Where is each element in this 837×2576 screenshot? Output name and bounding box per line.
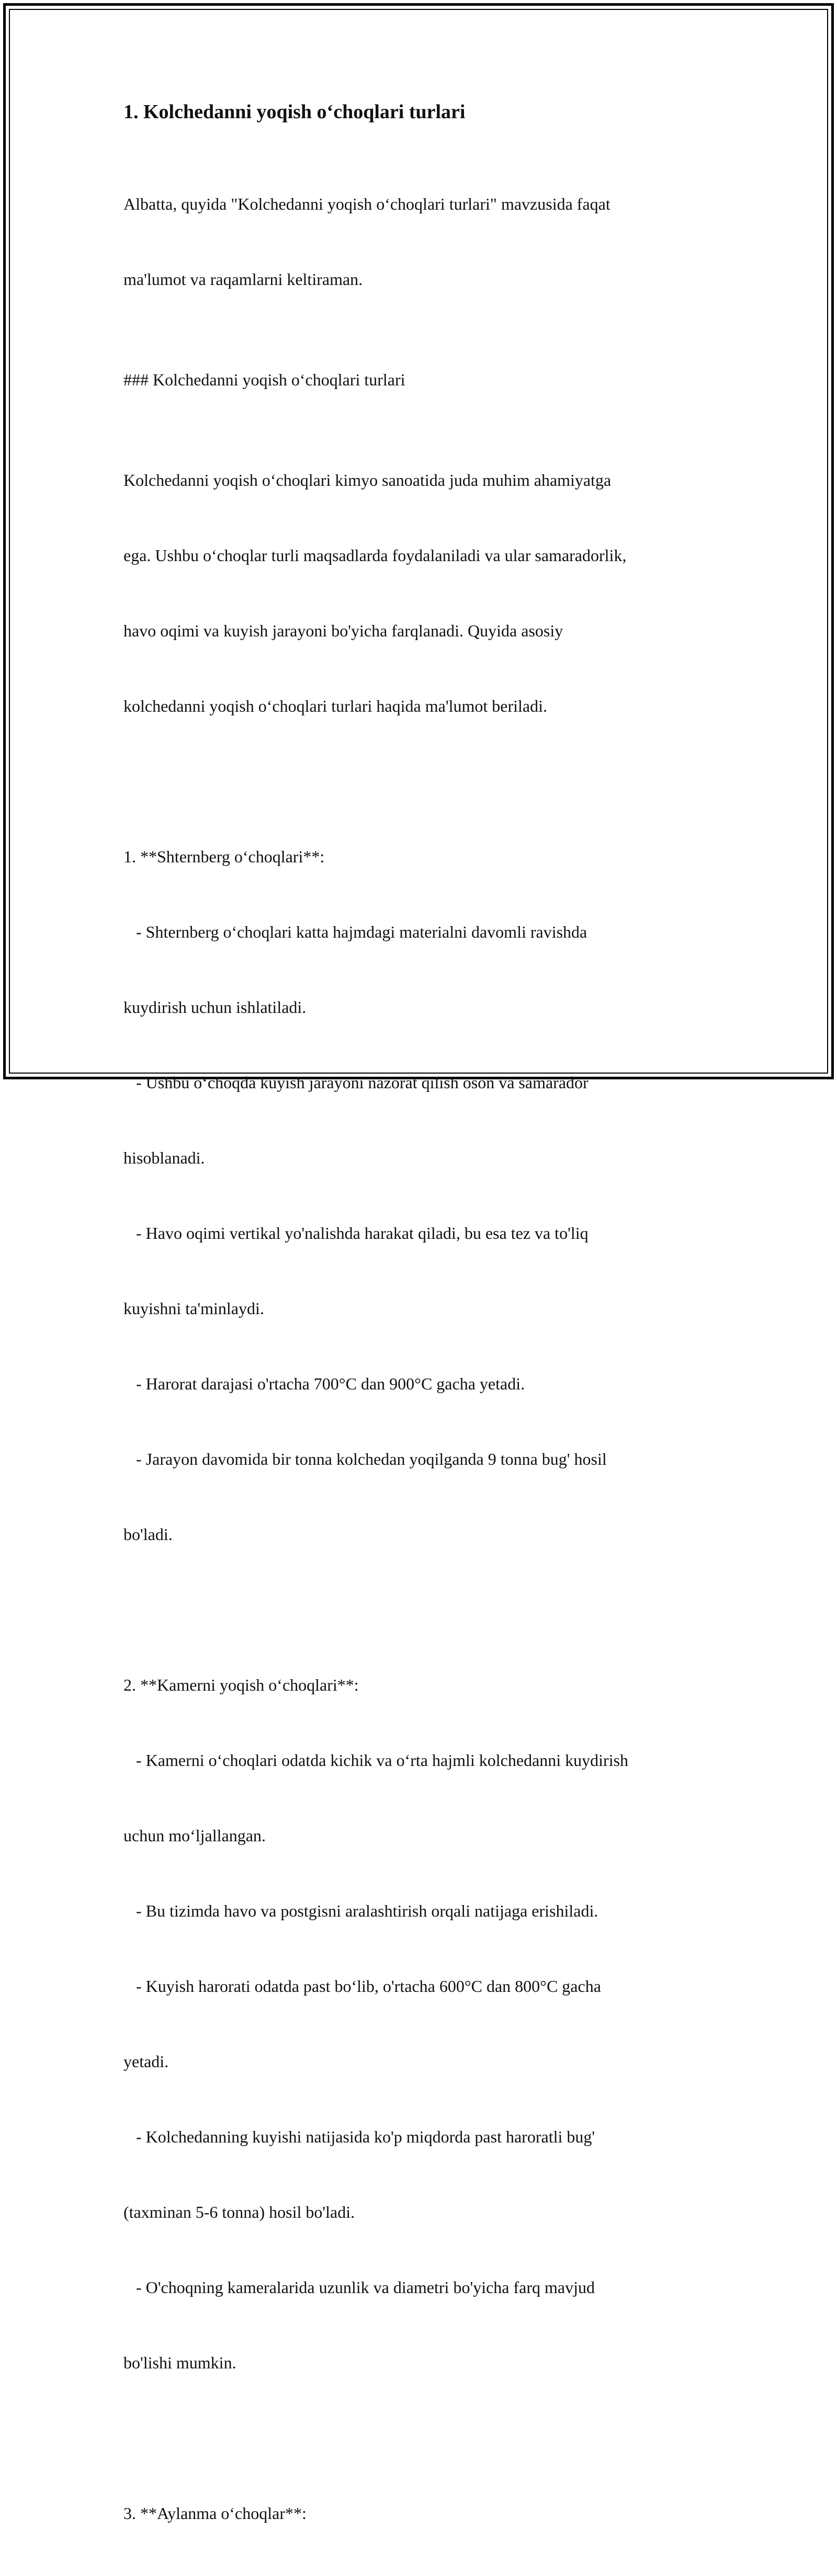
document-title: 1. Kolchedanni yoqish o‘choqlari turlari xyxy=(123,101,466,123)
text-line: kuyishni ta'minlaydi. xyxy=(123,1299,264,1318)
text-line: - Shternberg o‘choqlari katta hajmdagi materialni davomli ravishda xyxy=(123,922,587,941)
section-heading: 2. **Kamerni yoqish o‘choqlari**: xyxy=(123,1675,359,1694)
text-line: - Kolchedanning kuyishi natijasida ko'p miqdorda past haroratli bug' xyxy=(123,2127,595,2146)
text-line: ma'lumot va raqamlarni keltiraman. xyxy=(123,270,363,289)
text-line: ega. Ushbu o‘choqlar turli maqsadlarda foydalaniladi va ular samaradorlik, xyxy=(123,546,627,565)
text-line: - Havo oqimi vertikal yo'nalishda harakat qiladi, bu esa tez va to'liq xyxy=(123,1224,589,1243)
section-heading: 1. **Shternberg o‘choqlari**: xyxy=(123,847,325,866)
section-kamerni xyxy=(123,1622,709,2425)
text-line: uchun mo‘ljallangan. xyxy=(123,1826,266,1845)
text-line: kolchedanni yoqish o‘choqlari turlari haqida ma'lumot beriladi. xyxy=(123,697,547,715)
text-line: bo'ladi. xyxy=(123,1525,173,1544)
text-line: - Jarayon davomida bir tonna kolchedan yoqilganda 9 tonna bug' hosil xyxy=(123,1450,607,1468)
section-shternberg xyxy=(123,794,709,1597)
text-line: kuydirish uchun ishlatiladi. xyxy=(123,998,307,1017)
text-line: - O'choqning kameralarida uzunlik va diametri bo'yicha farq mavjud xyxy=(123,2278,595,2297)
intro-paragraph xyxy=(123,141,709,342)
text-line: Albatta, quyida "Kolchedanni yoqish o‘choqlari turlari" mavzusida faqat xyxy=(123,195,610,213)
description-paragraph xyxy=(123,417,709,769)
text-line: (taxminan 5-6 tonna) hosil bo'ladi. xyxy=(123,2203,355,2221)
text-line: yetadi. xyxy=(123,2052,169,2071)
text-line: - Ushbu o‘choqda kuyish jarayoni nazorat qilish oson va samarador xyxy=(123,1073,589,1092)
text-line: bo'lishi mumkin. xyxy=(123,2353,236,2372)
text-line: Kolchedanni yoqish o‘choqlari kimyo sanoatida juda muhim ahamiyatga xyxy=(123,471,612,489)
text-line: havo oqimi va kuyish jarayoni bo'yicha farqlanadi. Quyida asosiy xyxy=(123,621,563,640)
section-heading: 3. **Aylanma o‘choqlar**: xyxy=(123,2504,307,2523)
text-line: - Harorat darajasi o'rtacha 700°C dan 900°C gacha yetadi. xyxy=(123,1374,525,1393)
text-line: - Kamerni o‘choqlari odatda kichik va o‘rta hajmli kolchedanni kuydirish xyxy=(123,1751,629,1770)
text-line: - Bu tizimda havo va postgisni aralashtirish orqali natijaga erishiladi. xyxy=(123,1901,598,1920)
document-body xyxy=(123,97,709,2576)
text-line: hisoblanadi. xyxy=(123,1148,205,1167)
section-aylanma xyxy=(123,2450,709,2576)
subheading: ### Kolchedanni yoqish o‘choqlari turlari xyxy=(123,370,405,389)
text-line: - Kuyish harorati odatda past bo‘lib, o'rtacha 600°C dan 800°C gacha xyxy=(123,1977,601,1996)
